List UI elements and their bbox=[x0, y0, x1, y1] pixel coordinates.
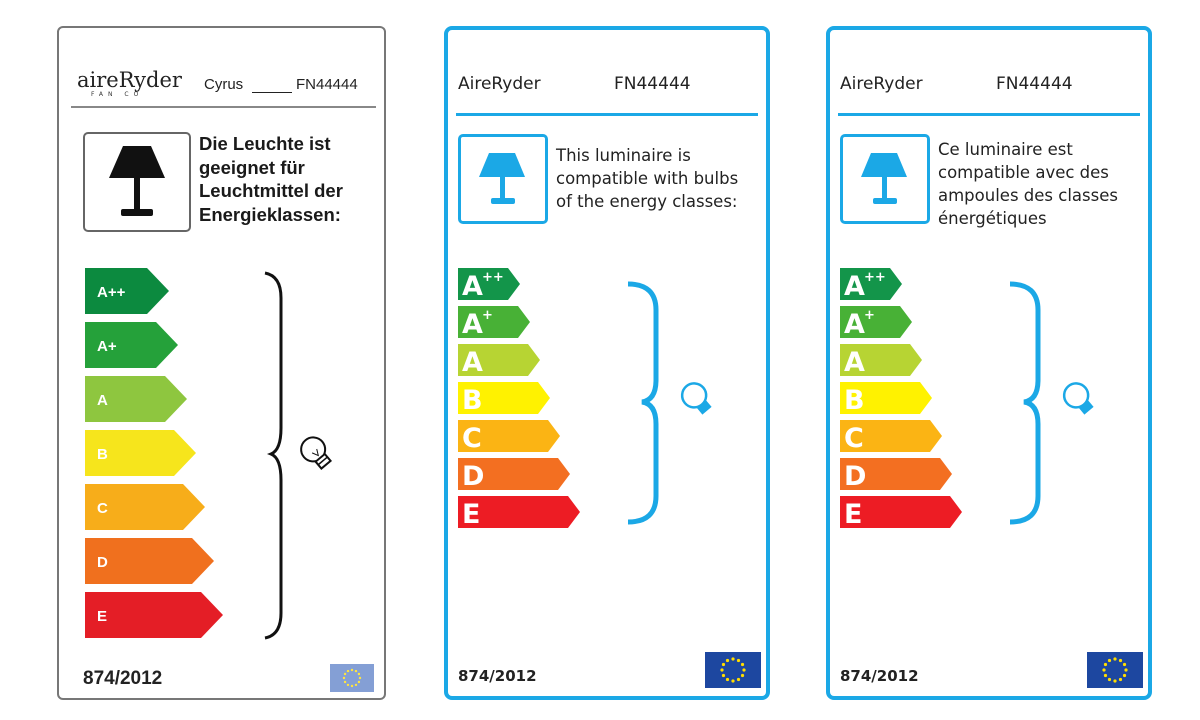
eu-flag-star bbox=[722, 663, 725, 666]
energy-class-label: A bbox=[462, 271, 483, 302]
energy-class-label: D bbox=[844, 461, 867, 492]
energy-class-superscript: ++ bbox=[482, 270, 504, 285]
energy-class-label: D bbox=[97, 554, 108, 571]
energy-class-bar-6 bbox=[840, 496, 962, 530]
energy-class-bar-4 bbox=[840, 420, 942, 454]
eu-flag-star bbox=[1108, 678, 1111, 681]
energy-class-label: D bbox=[462, 461, 485, 492]
energy-label-french bbox=[826, 26, 1152, 700]
energy-class-bar-1 bbox=[458, 306, 530, 340]
eu-flag-star bbox=[726, 659, 729, 662]
eu-flag-star bbox=[351, 685, 353, 687]
desc-line: compatible avec des bbox=[938, 163, 1109, 182]
bracket-icon bbox=[259, 268, 349, 648]
model-separator-line bbox=[252, 92, 292, 93]
bracket bbox=[259, 268, 349, 648]
desc-line: Energieklassen: bbox=[199, 203, 341, 225]
desc-line: énergétiques bbox=[938, 209, 1047, 228]
energy-class-label: A bbox=[97, 392, 108, 409]
model-name: Cyrus bbox=[204, 76, 244, 93]
energy-class-bar-3 bbox=[458, 382, 550, 416]
energy-class-label: A bbox=[844, 347, 865, 378]
energy-class-superscript: ++ bbox=[864, 270, 886, 285]
energy-class-label: E bbox=[844, 499, 863, 530]
bracket bbox=[618, 280, 728, 530]
product-code: FN44444 bbox=[614, 74, 691, 94]
energy-class-label: A bbox=[462, 309, 483, 340]
brand-logo: aireRyder bbox=[77, 68, 182, 92]
eu-flag-star bbox=[1123, 663, 1126, 666]
energy-class-bar-1 bbox=[840, 306, 912, 340]
energy-class-label: E bbox=[97, 608, 108, 625]
eu-flag-star bbox=[731, 657, 734, 660]
eu-flag-star bbox=[358, 681, 360, 683]
lamp-icon bbox=[461, 137, 545, 221]
header-divider bbox=[456, 113, 758, 116]
energy-class-label: B bbox=[97, 446, 108, 463]
energy-class-superscript: + bbox=[482, 308, 493, 323]
energy-class-label: A bbox=[844, 309, 865, 340]
energy-class-scale bbox=[458, 268, 618, 568]
eu-flag-star bbox=[741, 674, 744, 677]
desc-line: ampoules des classes bbox=[938, 186, 1118, 205]
desc-line: Ce luminaire est bbox=[938, 140, 1073, 159]
energy-class-bar-2 bbox=[840, 344, 922, 378]
eu-flag-star bbox=[1113, 679, 1116, 682]
energy-class-bar-4 bbox=[458, 420, 560, 454]
eu-flag-star bbox=[1119, 659, 1122, 662]
brand-logo-subtitle: FAN CO bbox=[91, 91, 144, 98]
eu-flag-star bbox=[1104, 674, 1107, 677]
energy-class-bar-0 bbox=[458, 268, 520, 302]
bracket-icon bbox=[1000, 280, 1110, 530]
eu-flag-star bbox=[1108, 659, 1111, 662]
bracket-icon bbox=[618, 280, 728, 530]
eu-flag-star bbox=[720, 668, 723, 671]
energy-class-bar-5 bbox=[840, 458, 952, 492]
desc-line: geeignet für bbox=[199, 156, 305, 178]
energy-class-bars bbox=[85, 268, 255, 648]
desc-line: Leuchtmittel der bbox=[199, 180, 343, 201]
energy-class-scale bbox=[840, 268, 1000, 568]
eu-flag-star bbox=[1113, 657, 1116, 660]
product-code: FN44444 bbox=[996, 74, 1073, 94]
regulation-number: 874/2012 bbox=[83, 668, 163, 689]
lamp-icon-box bbox=[840, 134, 930, 224]
energy-class-label: B bbox=[462, 385, 483, 416]
eu-flag-star bbox=[347, 670, 349, 672]
desc-line: of the energy classes: bbox=[556, 192, 738, 211]
eu-flag-star bbox=[358, 673, 360, 675]
desc-line: Die Leuchte ist bbox=[199, 133, 331, 154]
eu-flag-star bbox=[359, 677, 361, 679]
eu-flag-star bbox=[344, 681, 346, 683]
compatibility-text bbox=[199, 132, 384, 226]
eu-flag-star bbox=[1124, 668, 1127, 671]
desc-line: compatible with bulbs bbox=[556, 169, 739, 188]
energy-class-bars bbox=[840, 268, 1000, 568]
energy-class-label: A bbox=[844, 271, 865, 302]
eu-flag-icon bbox=[705, 652, 761, 688]
regulation-number: 874/2012 bbox=[458, 667, 537, 685]
bracket bbox=[1000, 280, 1110, 530]
eu-flag-star bbox=[343, 677, 345, 679]
eu-flag-star bbox=[1102, 668, 1105, 671]
lamp-icon bbox=[843, 137, 927, 221]
eu-flag-star bbox=[351, 669, 353, 671]
header-divider bbox=[838, 113, 1140, 116]
energy-class-label: C bbox=[97, 500, 108, 517]
eu-flag-star bbox=[355, 684, 357, 686]
bulb-icon bbox=[677, 378, 716, 418]
energy-class-bars bbox=[458, 268, 618, 568]
eu-flag-star bbox=[347, 684, 349, 686]
energy-class-label: A++ bbox=[97, 284, 126, 301]
energy-class-label: A+ bbox=[97, 338, 117, 355]
eu-flag-star bbox=[737, 659, 740, 662]
lamp-icon-box bbox=[458, 134, 548, 224]
compatibility-text bbox=[556, 144, 771, 213]
energy-class-bar-2 bbox=[85, 376, 187, 422]
energy-class-scale bbox=[85, 268, 255, 648]
energy-label-german bbox=[57, 26, 386, 700]
energy-class-label: E bbox=[462, 499, 481, 530]
header-divider bbox=[71, 106, 376, 108]
lamp-icon-box bbox=[83, 132, 191, 232]
brand-name: AireRyder bbox=[458, 74, 541, 94]
energy-class-bar-5 bbox=[85, 538, 214, 584]
energy-class-bar-3 bbox=[840, 382, 932, 416]
eu-flag-star bbox=[742, 668, 745, 671]
bulb-icon bbox=[296, 432, 335, 472]
product-code: FN44444 bbox=[296, 76, 358, 93]
regulation-number: 874/2012 bbox=[840, 667, 919, 685]
energy-class-bar-1 bbox=[85, 322, 178, 368]
desc-line: This luminaire is bbox=[556, 146, 691, 165]
energy-class-bar-5 bbox=[458, 458, 570, 492]
eu-flag-star bbox=[737, 678, 740, 681]
energy-class-bar-3 bbox=[85, 430, 196, 476]
eu-flag-star bbox=[1104, 663, 1107, 666]
brand-name: AireRyder bbox=[840, 74, 923, 94]
eu-flag-star bbox=[741, 663, 744, 666]
eu-flag-icon bbox=[1087, 652, 1143, 688]
energy-class-bar-6 bbox=[85, 592, 223, 638]
eu-flag-star bbox=[726, 678, 729, 681]
lamp-icon bbox=[85, 134, 189, 230]
eu-flag-star bbox=[1119, 678, 1122, 681]
bulb-icon bbox=[1059, 378, 1098, 418]
energy-class-superscript: + bbox=[864, 308, 875, 323]
energy-class-bar-6 bbox=[458, 496, 580, 530]
energy-class-bar-4 bbox=[85, 484, 205, 530]
compatibility-text bbox=[938, 138, 1153, 230]
energy-class-bar-2 bbox=[458, 344, 540, 378]
energy-class-bar-0 bbox=[840, 268, 902, 302]
eu-flag-star bbox=[722, 674, 725, 677]
eu-flag-star bbox=[1123, 674, 1126, 677]
energy-class-label: B bbox=[844, 385, 865, 416]
energy-label-english bbox=[444, 26, 770, 700]
energy-class-label: C bbox=[462, 423, 482, 454]
eu-flag-star bbox=[731, 679, 734, 682]
eu-flag-icon bbox=[330, 664, 374, 692]
eu-flag-star bbox=[355, 670, 357, 672]
energy-class-label: A bbox=[462, 347, 483, 378]
eu-flag-star bbox=[344, 673, 346, 675]
energy-class-bar-0 bbox=[85, 268, 169, 314]
energy-class-label: C bbox=[844, 423, 864, 454]
